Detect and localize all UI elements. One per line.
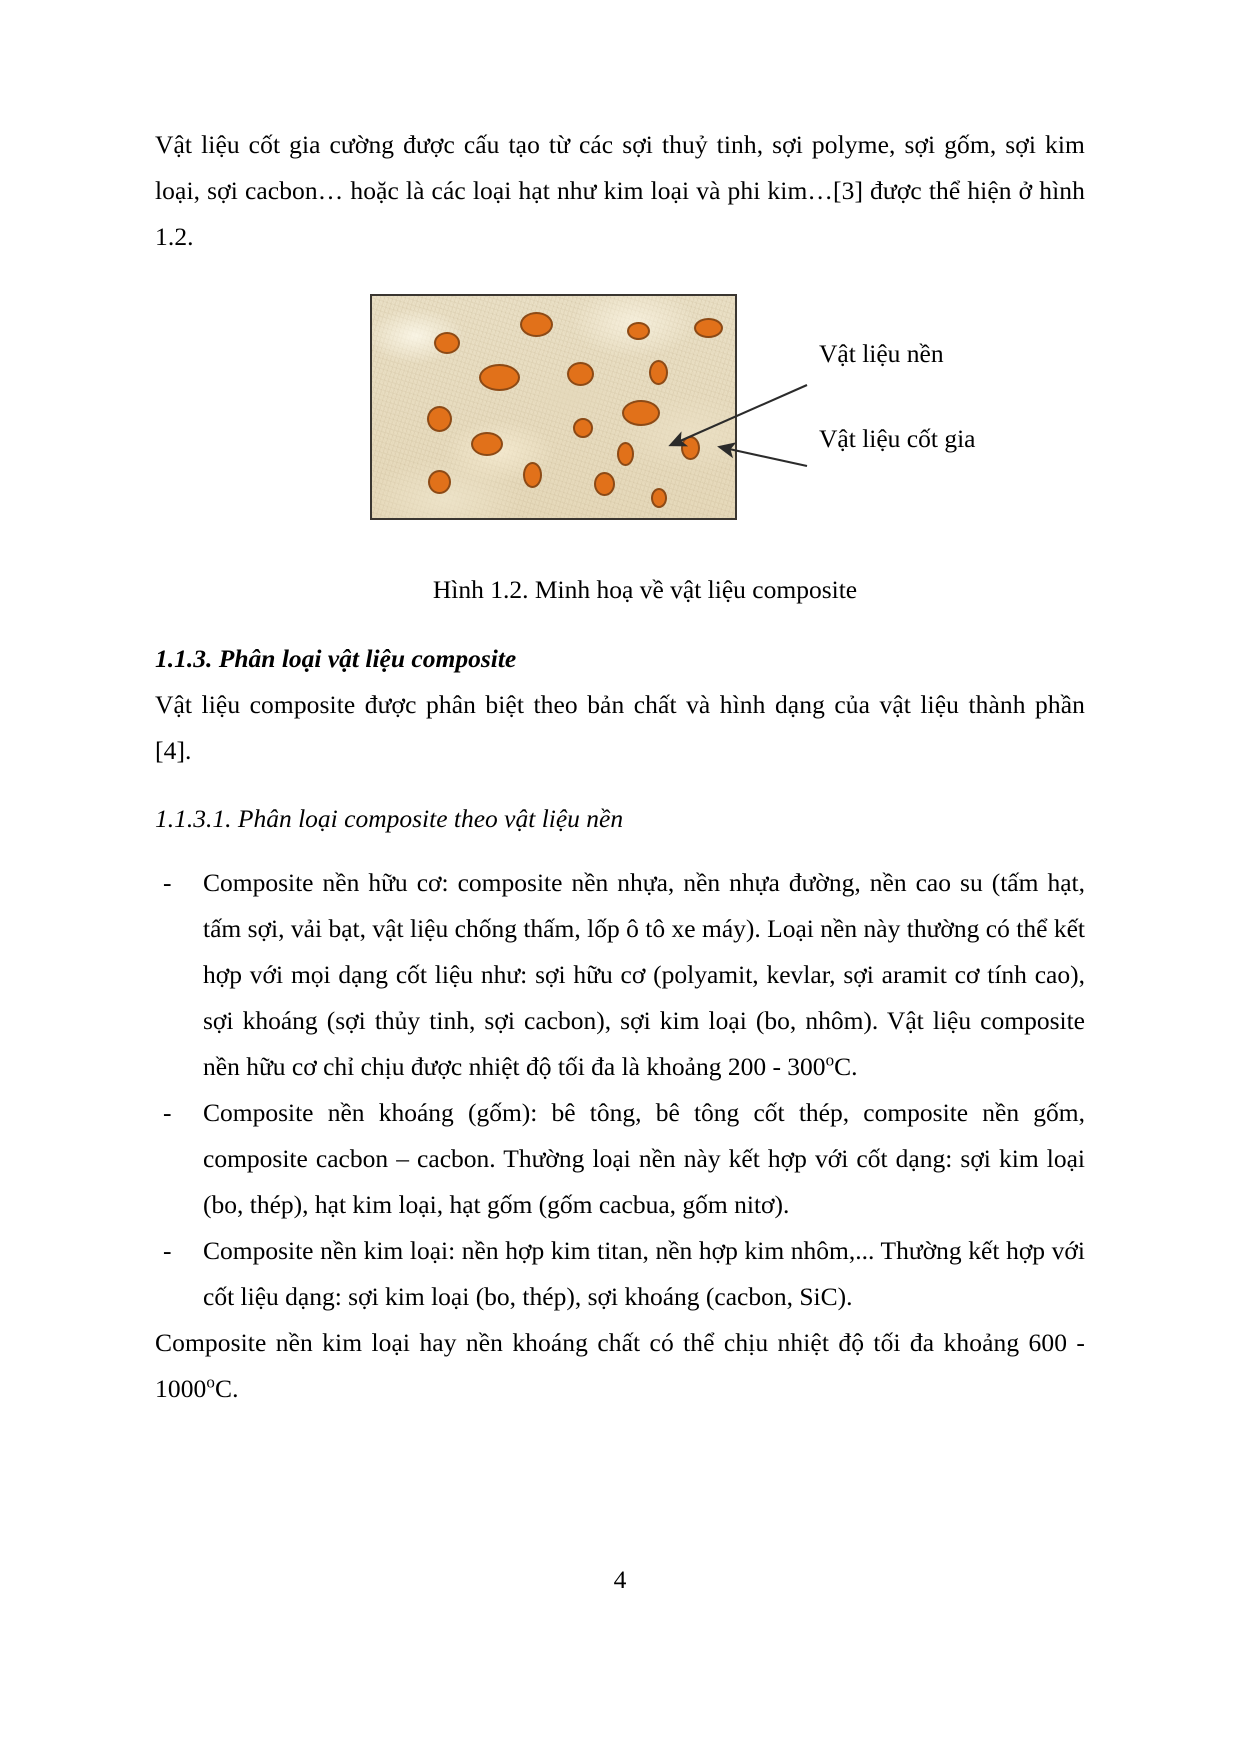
page-content (155, 122, 1085, 1412)
reinforcement-particle (427, 406, 452, 432)
reinforcement-particle (694, 318, 723, 338)
reinforcement-particle (622, 400, 660, 426)
reinforcement-particle (649, 360, 668, 385)
list-item-text-tail: C. (834, 1052, 858, 1081)
figure-caption: Hình 1.2. Minh hoạ về vật liệu composite (432, 575, 858, 604)
reinforcement-particle (617, 442, 634, 466)
list-item-text: Composite nền khoáng (gốm): bê tông, bê tông cốt thép, composite nền gốm, composite cacbon – cacbon. Thường loại nền này kết hợp với cốt dạng: sợi kim loại (bo, thép), hạt kim loại, hạt gốm (gốm cacbua, gốm nitơ). (203, 1098, 1085, 1219)
list-item-text: Composite nền kim loại: nền hợp kim titan, nền hợp kim nhôm,... Thường kết hợp với cốt liệu dạng: sợi kim loại (bo, thép), sợi khoáng (cacbon, SiC). (203, 1236, 1085, 1311)
reinforcement-particle (428, 470, 451, 494)
reinforcement-particle (594, 472, 615, 496)
page-number: 4 (613, 1565, 627, 1594)
reinforcement-particle (573, 418, 593, 438)
classification-bullet-list (155, 860, 1085, 1320)
degree-symbol: o (206, 1372, 216, 1392)
bullet-dash-marker: - (163, 1098, 172, 1127)
bullet-dash-marker: - (163, 1236, 172, 1265)
heading-1-1-3: 1.1.3. Phân loại vật liệu composite (155, 644, 517, 673)
reinforcement-particle (627, 322, 650, 340)
reinforcement-particle (681, 436, 700, 460)
reinforcement-particle (523, 462, 542, 488)
closing-paragraph-unit: C. (215, 1374, 239, 1403)
paragraph-after-1-1-3: Vật liệu composite được phân biệt theo bản chất và hình dạng của vật liệu thành phần [4]. (155, 690, 1085, 765)
matrix-background (372, 296, 735, 518)
reinforcement-particle (479, 364, 520, 391)
bullet-dash-marker: - (163, 868, 172, 897)
intro-paragraph: Vật liệu cốt gia cường được cấu tạo từ các sợi thuỷ tinh, sợi polyme, sợi gốm, sợi kim loại, sợi cacbon… hoặc là các loại hạt như kim loại và phi kim…[3] được thể hiện ở hình 1.2. (155, 130, 1085, 251)
reinforcement-particle (567, 362, 594, 386)
closing-paragraph (155, 1320, 1085, 1412)
degree-symbol: o (825, 1050, 835, 1070)
reinforcement-particle (520, 312, 553, 337)
label-reinforcement: Vật liệu cốt gia (819, 424, 976, 453)
list-item (155, 1228, 1085, 1320)
composite-illustration (370, 294, 737, 520)
closing-paragraph-text: Composite nền kim loại hay nền khoáng chất có thể chịu nhiệt độ tối đa khoảng 600 - 1000 (155, 1328, 1085, 1403)
list-item (155, 860, 1085, 1090)
label-matrix: Vật liệu nền (819, 339, 944, 368)
figure-1-2 (155, 294, 1085, 552)
heading-1-1-3-1: 1.1.3.1. Phân loại composite theo vật liệu nền (155, 804, 624, 833)
list-item-text: Composite nền hữu cơ: composite nền nhựa, nền nhựa đường, nền cao su (tấm hạt, tấm sợi, vải bạt, vật liệu chống thấm, lốp ô tô xe máy). Loại nền này thường có thể kết hợp với mọi dạng cốt liệu như: sợi hữu cơ (polyamit, kevlar, sợi aramit cơ tính cao), sợi khoáng (sợi thủy tinh, sợi cacbon), sợi kim loại (bo, nhôm). Vật liệu composite nền hữu cơ chỉ chịu được nhiệt độ tối đa là khoảng 200 - 300 (203, 868, 1085, 1081)
reinforcement-particle (471, 432, 503, 456)
reinforcement-particle (651, 488, 667, 508)
list-item (155, 1090, 1085, 1228)
reinforcement-particle (434, 332, 460, 354)
